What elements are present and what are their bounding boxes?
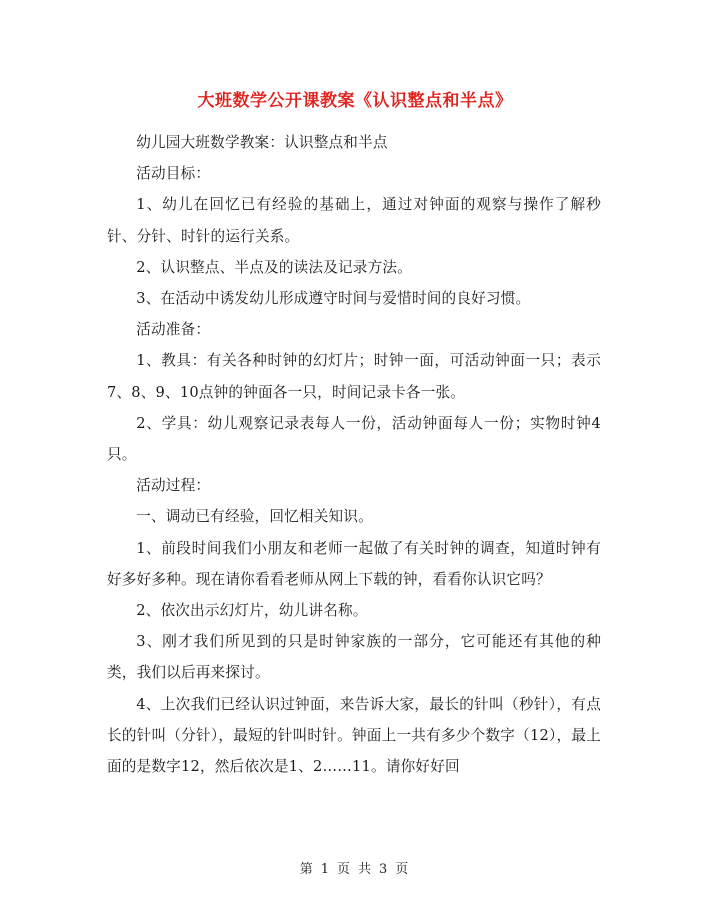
document-body: [107, 127, 601, 782]
section-heading: 活动过程：: [136, 477, 211, 495]
paragraph: 一、调动已有经验，回忆相关知识。: [136, 508, 373, 526]
paragraph: 2、认识整点、半点及的读法及记录方法。: [136, 258, 412, 276]
paragraph: 4、上次我们已经认识过钟面，来告诉大家，最长的针叫（秒针），有点长的针叫（分针），最短的针叫时针。钟面上一共有多少个数字（12），最上面的是数字12，然后依次是1、2……11。请你好好回: [107, 695, 601, 776]
footer-current-page: 1: [320, 862, 331, 877]
paragraph: 幼儿园大班数学教案：认识整点和半点: [136, 134, 388, 151]
paragraph: 2、学具：幼儿观察记录表每人一份，活动钟面每人一份；实物时钟4只。: [107, 414, 601, 464]
paragraph: 1、教具：有关各种时钟的幻灯片；时钟一面，可活动钟面一只；表示7、8、9、10点钟的钟面各一只，时间记录卡各一张。: [107, 352, 601, 401]
footer-page-unit: 页: [336, 862, 352, 877]
section-heading: 活动准备：: [136, 321, 211, 339]
paragraph: 3、在活动中诱发幼儿形成遵守时间与爱惜时间的良好习惯。: [136, 290, 531, 308]
footer-total-unit: 页: [395, 862, 411, 877]
footer-total-pages: 3: [379, 862, 390, 877]
footer-total-prefix: 共: [358, 862, 374, 877]
section-heading: 活动目标：: [136, 165, 211, 183]
page-footer: [0, 858, 710, 877]
paragraph: 1、前段时间我们小朋友和老师一起做了有关时钟的调查，知道时钟有好多好多种。现在请你看看老师从网上下载的钟，看看你认识它吗？: [107, 539, 601, 588]
paragraph: 3、刚才我们所见到的只是时钟家族的一部分，它可能还有其他的种类，我们以后再来探讨。: [107, 633, 601, 682]
document-title: 大班数学公开课教案《认识整点和半点》: [197, 91, 513, 111]
paragraph: 2、依次出示幻灯片，幼儿讲名称。: [136, 602, 368, 620]
paragraph: 1、幼儿在回忆已有经验的基础上，通过对钟面的观察与操作了解秒针、分针、时针的运行关系。: [107, 196, 601, 245]
footer-prefix: 第: [299, 862, 315, 877]
